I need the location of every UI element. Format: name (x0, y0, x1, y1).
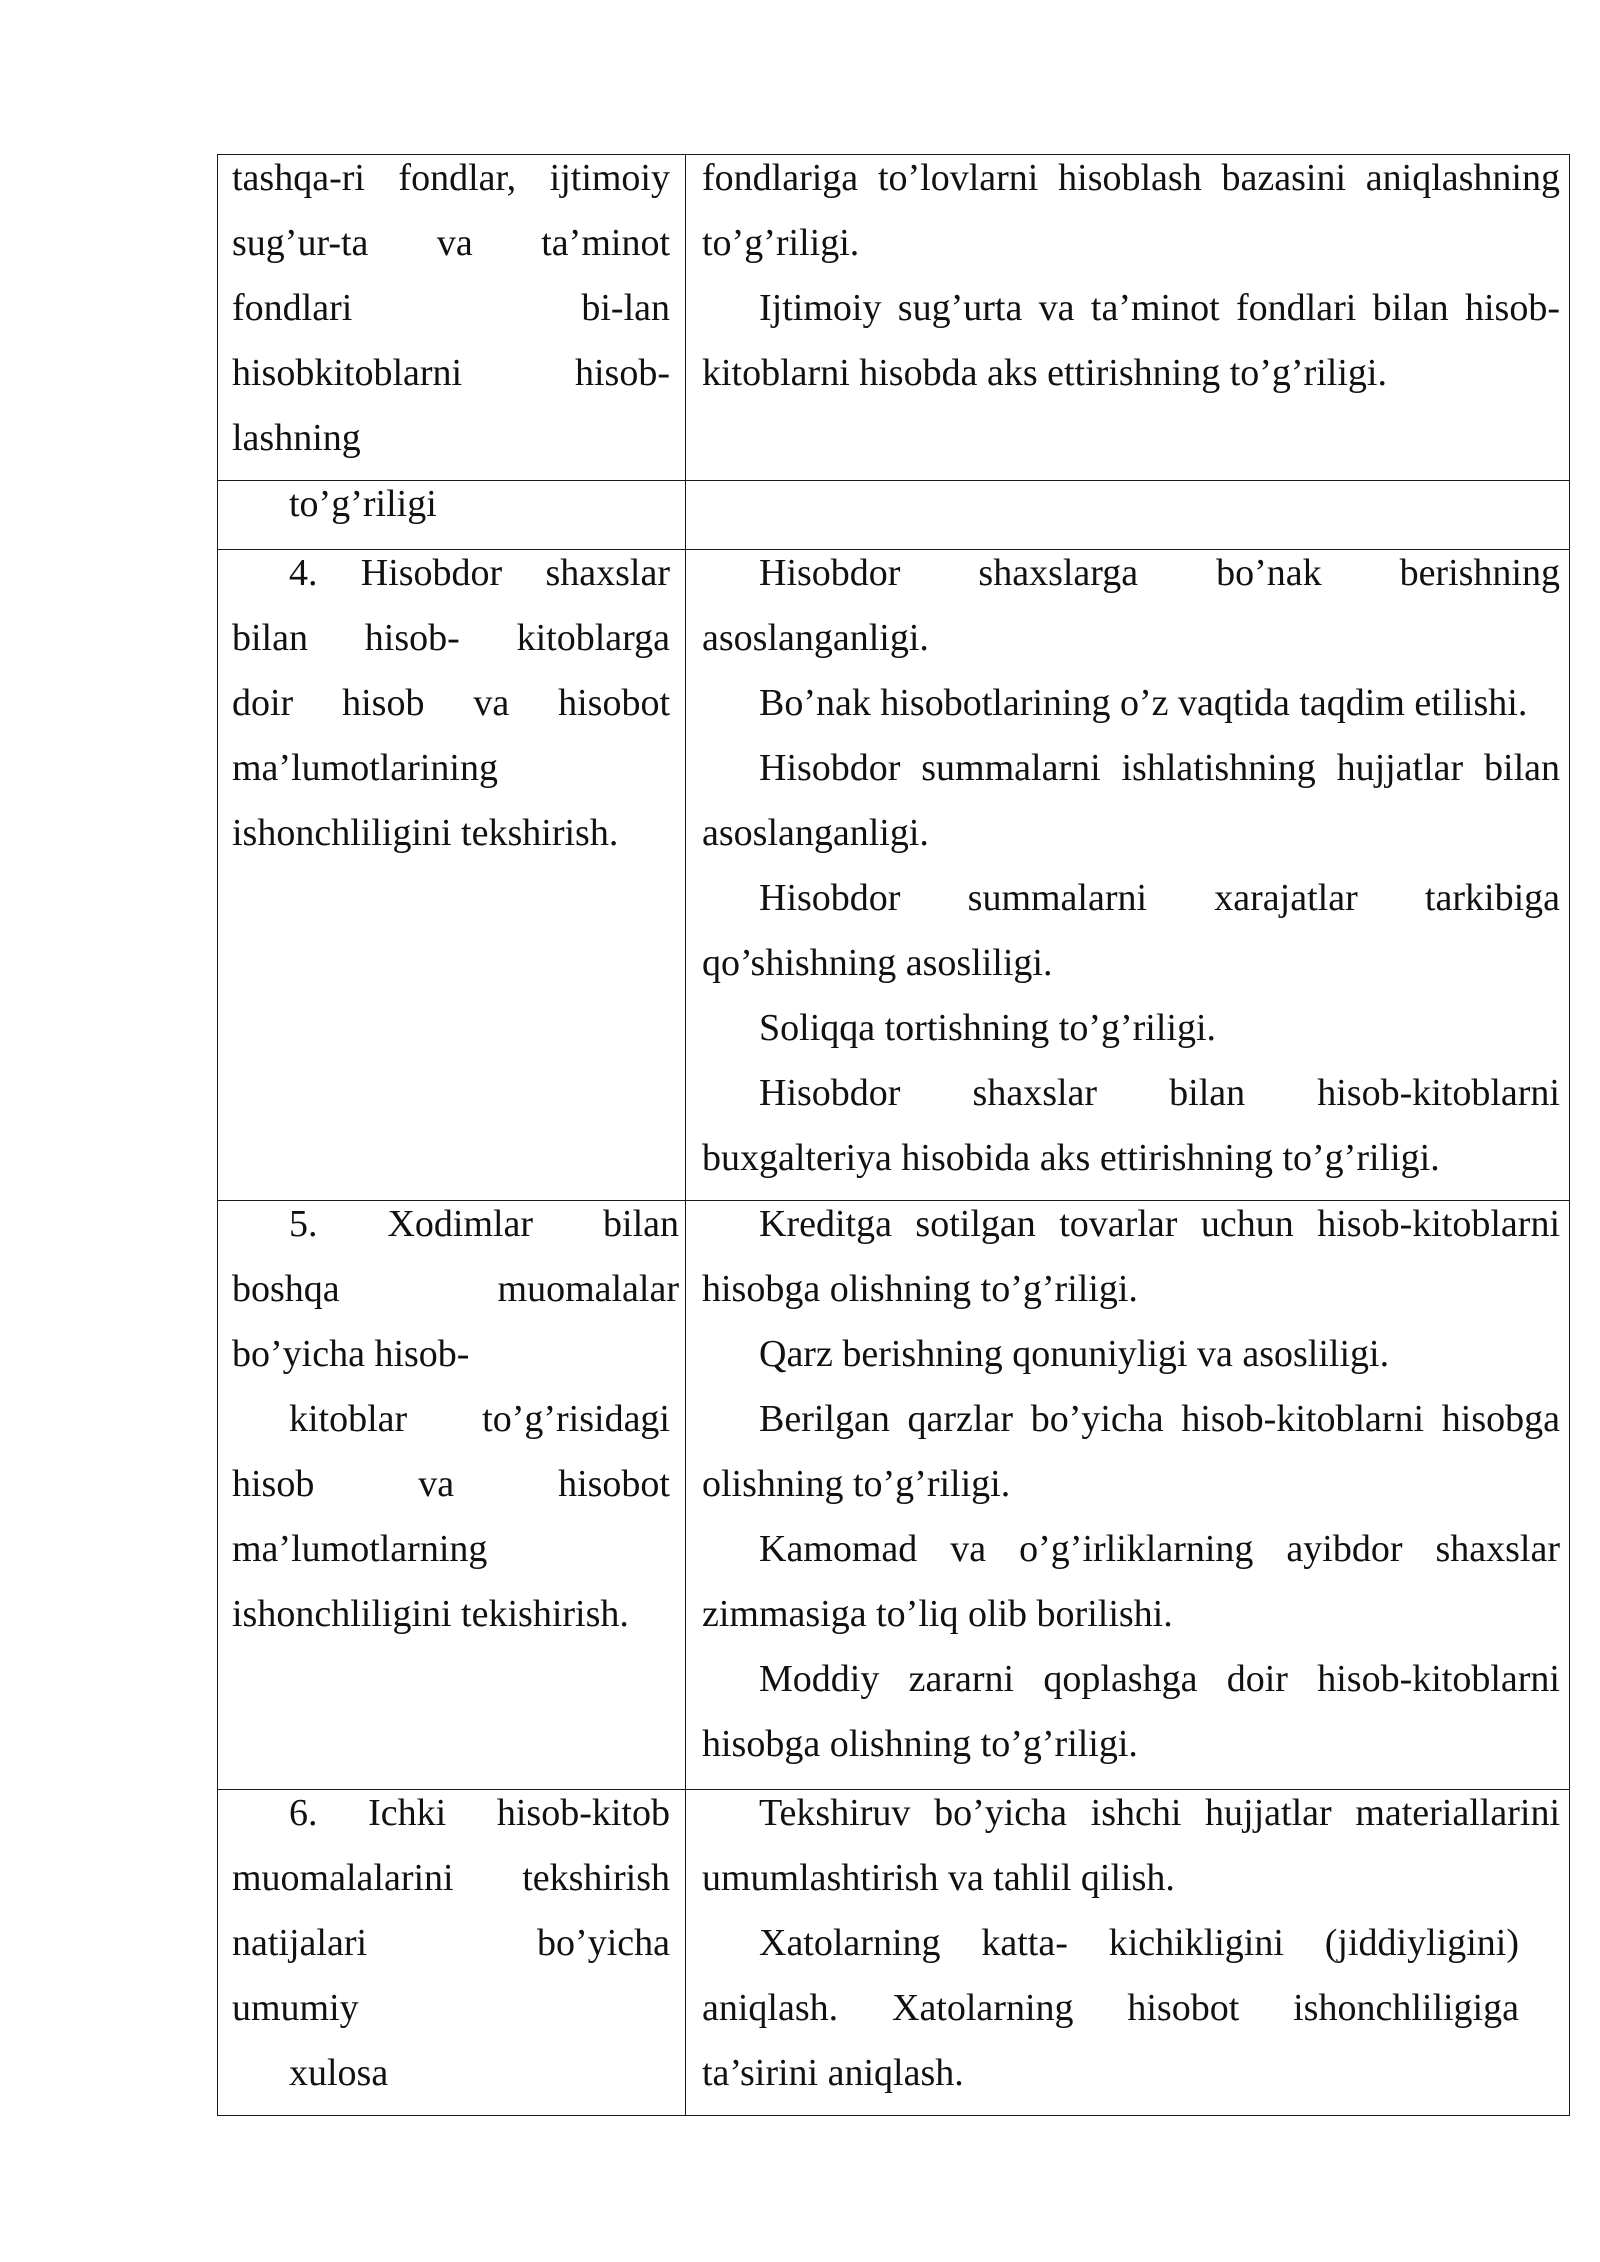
cell-line: olishning to’g’riligi. (702, 1463, 1011, 1505)
row-5-right-cell (686, 1790, 1570, 2116)
cell-line: Bo’nak hisobotlarining o’z vaqtida taqdim etilishi. (759, 682, 1528, 724)
cell-line: qo’shishning asosliligi. (702, 942, 1053, 984)
table-row (218, 155, 1570, 481)
cell-line: sug’ur-ta va ta’minot (232, 222, 670, 264)
cell-line: tashqa-ri fondlar, ijtimoiy (232, 157, 670, 199)
cell-line: Qarz berishning qonuniyligi va asosliligi. (759, 1333, 1390, 1375)
audit-table (217, 154, 1570, 2116)
cell-line: to’g’riligi. (702, 222, 860, 264)
row-2-left-cell (218, 481, 686, 550)
row-5-left-cell (218, 1790, 686, 2116)
row-2-right-cell (686, 481, 1570, 550)
cell-line: buxgalteriya hisobida aks ettirishning to’g’riligi. (702, 1137, 1440, 1179)
cell-line: bo’yicha hisob- (232, 1333, 470, 1375)
cell-line: Hisobdor summalarni ishlatishning hujjatlar bilan (759, 747, 1560, 789)
cell-line: xulosa (289, 2052, 389, 2094)
cell-line: natijalari bo’yicha (232, 1922, 670, 1964)
cell-line: Kreditga sotilgan tovarlar uchun hisob-kitoblarni (759, 1203, 1560, 1245)
cell-line: 5. Xodimlar bilan (289, 1203, 679, 1245)
cell-line: fondlariga to’lovlarni hisoblash bazasini aniqlashning (702, 157, 1560, 199)
cell-line: bilan hisob- kitoblarga (232, 617, 670, 659)
cell-line: Kamomad va o’g’irliklarning ayibdor shaxslar (759, 1528, 1560, 1570)
cell-line: hisobkitoblarni hisob- (232, 352, 670, 394)
cell-line: Xatolarning katta- kichikligini (jiddiyligini) (759, 1922, 1519, 1964)
cell-line: 4. Hisobdor shaxslar (289, 552, 670, 594)
cell-line: aniqlash. Xatolarning hisobot ishonchliligiga (702, 1987, 1519, 2029)
cell-line: doir hisob va hisobot (232, 682, 670, 724)
cell-line: boshqa muomalalar (232, 1268, 679, 1310)
cell-line: umumlashtirish va tahlil qilish. (702, 1857, 1175, 1899)
cell-line: kitoblar to’g’risidagi (289, 1398, 670, 1440)
cell-line: to’g’riligi (289, 483, 437, 525)
cell-line: Tekshiruv bo’yicha ishchi hujjatlar materiallarini (759, 1792, 1560, 1834)
row-1-right-cell (686, 155, 1570, 481)
cell-line: asoslanganligi. (702, 617, 929, 659)
row-4-left-cell (218, 1201, 686, 1790)
row-3-left-cell (218, 550, 686, 1201)
cell-line: hisobga olishning to’g’riligi. (702, 1268, 1138, 1310)
table-row (218, 1201, 1570, 1790)
cell-line: kitoblarni hisobda aks ettirishning to’g’riligi. (702, 352, 1387, 394)
cell-line: ma’lumotlarning (232, 1528, 488, 1570)
cell-line: ishonchliligini tekshirish. (232, 812, 619, 854)
cell-line: muomalalarini tekshirish (232, 1857, 670, 1899)
cell-line: Hisobdor shaxslar bilan hisob-kitoblarni (759, 1072, 1560, 1114)
cell-line: lashning (232, 417, 361, 459)
cell-line: 6. Ichki hisob-kitob (289, 1792, 670, 1834)
cell-line: hisobga olishning to’g’riligi. (702, 1723, 1138, 1765)
cell-line: Ijtimoiy sug’urta va ta’minot fondlari bilan hisob- (759, 287, 1560, 329)
cell-line: asoslanganligi. (702, 812, 929, 854)
cell-line: Hisobdor shaxslarga bo’nak berishning (759, 552, 1560, 594)
cell-line: Hisobdor summalarni xarajatlar tarkibiga (759, 877, 1560, 919)
cell-line: Berilgan qarzlar bo’yicha hisob-kitoblarni hisobga (759, 1398, 1560, 1440)
row-1-left-cell (218, 155, 686, 481)
cell-line: umumiy (232, 1987, 359, 2029)
cell-line: Soliqqa tortishning to’g’riligi. (759, 1007, 1217, 1049)
cell-line: ishonchliligini tekishirish. (232, 1593, 629, 1635)
cell-line: fondlari bi-lan (232, 287, 670, 329)
table-row (218, 481, 1570, 550)
row-4-right-cell (686, 1201, 1570, 1790)
cell-line: ta’sirini aniqlash. (702, 2052, 964, 2094)
cell-line: Moddiy zararni qoplashga doir hisob-kitoblarni (759, 1658, 1560, 1700)
table-row (218, 1790, 1570, 2116)
table-row (218, 550, 1570, 1201)
row-3-right-cell (686, 550, 1570, 1201)
cell-line: hisob va hisobot (232, 1463, 670, 1505)
cell-line: zimmasiga to’liq olib borilishi. (702, 1593, 1173, 1635)
cell-line: ma’lumotlarining (232, 747, 498, 789)
